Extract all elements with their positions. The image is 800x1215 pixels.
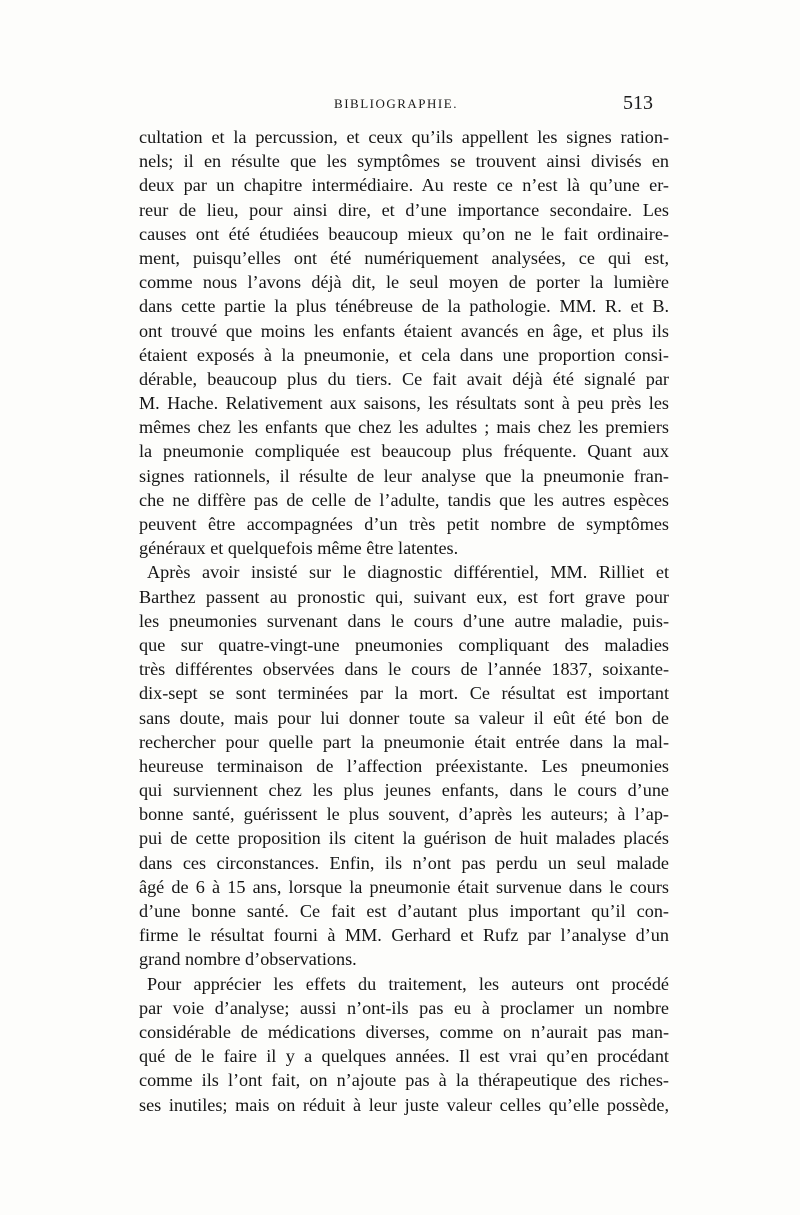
text-line: dix-sept se sont terminées par la mort. Ce résultat est important xyxy=(139,683,669,704)
text-line: signes rationnels, il résulte de leur analyse que la pneumonie fran- xyxy=(139,465,669,486)
text-line: deux par un chapitre intermédiaire. Au reste ce n’est là qu’une er- xyxy=(139,175,669,196)
text-line: les pneumonies survenant dans le cours d’une autre maladie, puis- xyxy=(139,610,669,631)
text-line: ont trouvé que moins les enfants étaient avancés en âge, et plus ils xyxy=(139,320,669,341)
text-line: causes ont été étudiées beaucoup mieux qu’on ne le fait ordinaire- xyxy=(139,223,669,244)
text-line: rechercher pour quelle part la pneumonie était entrée dans la mal- xyxy=(139,731,669,752)
text-line: qué de le faire il y a quelques années. Il est vrai qu’en procédant xyxy=(139,1046,669,1067)
page-number: 513 xyxy=(623,92,653,114)
text-line: che ne diffère pas de celle de l’adulte, tandis que les autres espèces xyxy=(139,489,669,510)
page-header xyxy=(139,92,653,116)
text-line: par voie d’analyse; aussi n’ont-ils pas eu à proclamer un nombre xyxy=(139,997,669,1018)
text-line: nels; il en résulte que les symptômes se trouvent ainsi divisés en xyxy=(139,151,669,172)
text-line: dans cette partie la plus ténébreuse de la pathologie. MM. R. et B. xyxy=(139,296,669,317)
text-line: qui surviennent chez les plus jeunes enfants, dans le cours d’une xyxy=(139,780,669,801)
text-line: que sur quatre-vingt-une pneumonies compliquant des maladies xyxy=(139,634,669,655)
text-line: reur de lieu, pour ainsi dire, et d’une importance secondaire. Les xyxy=(139,199,669,220)
text-line: heureuse terminaison de l’affection préexistante. Les pneumonies xyxy=(139,755,669,776)
text-line: peuvent être accompagnées d’un très petit nombre de symptômes xyxy=(139,514,669,534)
text-line: comme ils l’ont fait, on n’ajoute pas à la thérapeutique des riches- xyxy=(139,1070,669,1091)
paragraph-first-line: Pour apprécier les effets du traitement, les auteurs ont procédé xyxy=(147,973,669,994)
text-line: cultation et la percussion, et ceux qu’ils appellent les signes ration- xyxy=(139,127,669,147)
text-line: Barthez passent au pronostic qui, suivant eux, est fort grave pour xyxy=(139,586,669,607)
text-line: firme le résultat fourni à MM. Gerhard et Rufz par l’analyse d’un xyxy=(139,925,669,946)
text-line: sans doute, mais pour lui donner toute sa valeur il eût été bon de xyxy=(139,707,669,728)
body-text xyxy=(139,125,669,1117)
text-line: très différentes observées dans le cours de l’année 1837, soixante- xyxy=(139,659,669,680)
text-line: dans ces circonstances. Enfin, ils n’ont pas perdu un seul malade xyxy=(139,852,669,873)
running-title: BIBLIOGRAPHIE. xyxy=(334,96,458,111)
text-line: généraux et quelquefois même être latentes. xyxy=(139,538,459,559)
text-line: âgé de 6 à 15 ans, lorsque la pneumonie était survenue dans le cours xyxy=(139,876,669,897)
text-line: comme nous l’avons déjà dit, le seul moyen de porter la lumière xyxy=(139,272,669,293)
text-line: ses inutiles; mais on réduit à leur juste valeur celles qu’elle possède, xyxy=(139,1094,669,1115)
text-line: d’une bonne santé. Ce fait est d’autant plus important qu’il con- xyxy=(139,901,669,921)
text-line: ment, puisqu’elles ont été numériquement analysées, ce qui est, xyxy=(139,247,669,268)
text-line: grand nombre d’observations. xyxy=(139,949,357,970)
text-line: pui de cette proposition ils citent la guérison de huit malades placés xyxy=(139,828,669,849)
text-line: étaient exposés à la pneumonie, et cela dans une proportion consi- xyxy=(139,344,669,365)
text-line: bonne santé, guérissent le plus souvent, d’après les auteurs; à l’ap- xyxy=(139,804,669,825)
paragraph-first-line: Après avoir insisté sur le diagnostic différentiel, MM. Rilliet et xyxy=(147,562,669,583)
text-line: M. Hache. Relativement aux saisons, les résultats sont à peu près les xyxy=(139,393,669,414)
text-line: mêmes chez les enfants que chez les adultes ; mais chez les premiers xyxy=(139,417,669,438)
text-line: dérable, beaucoup plus du tiers. Ce fait avait déjà été signalé par xyxy=(139,368,669,389)
text-line: considérable de médications diverses, comme on n’aurait pas man- xyxy=(139,1021,669,1042)
text-line: la pneumonie compliquée est beaucoup plus fréquente. Quant aux xyxy=(139,441,669,462)
